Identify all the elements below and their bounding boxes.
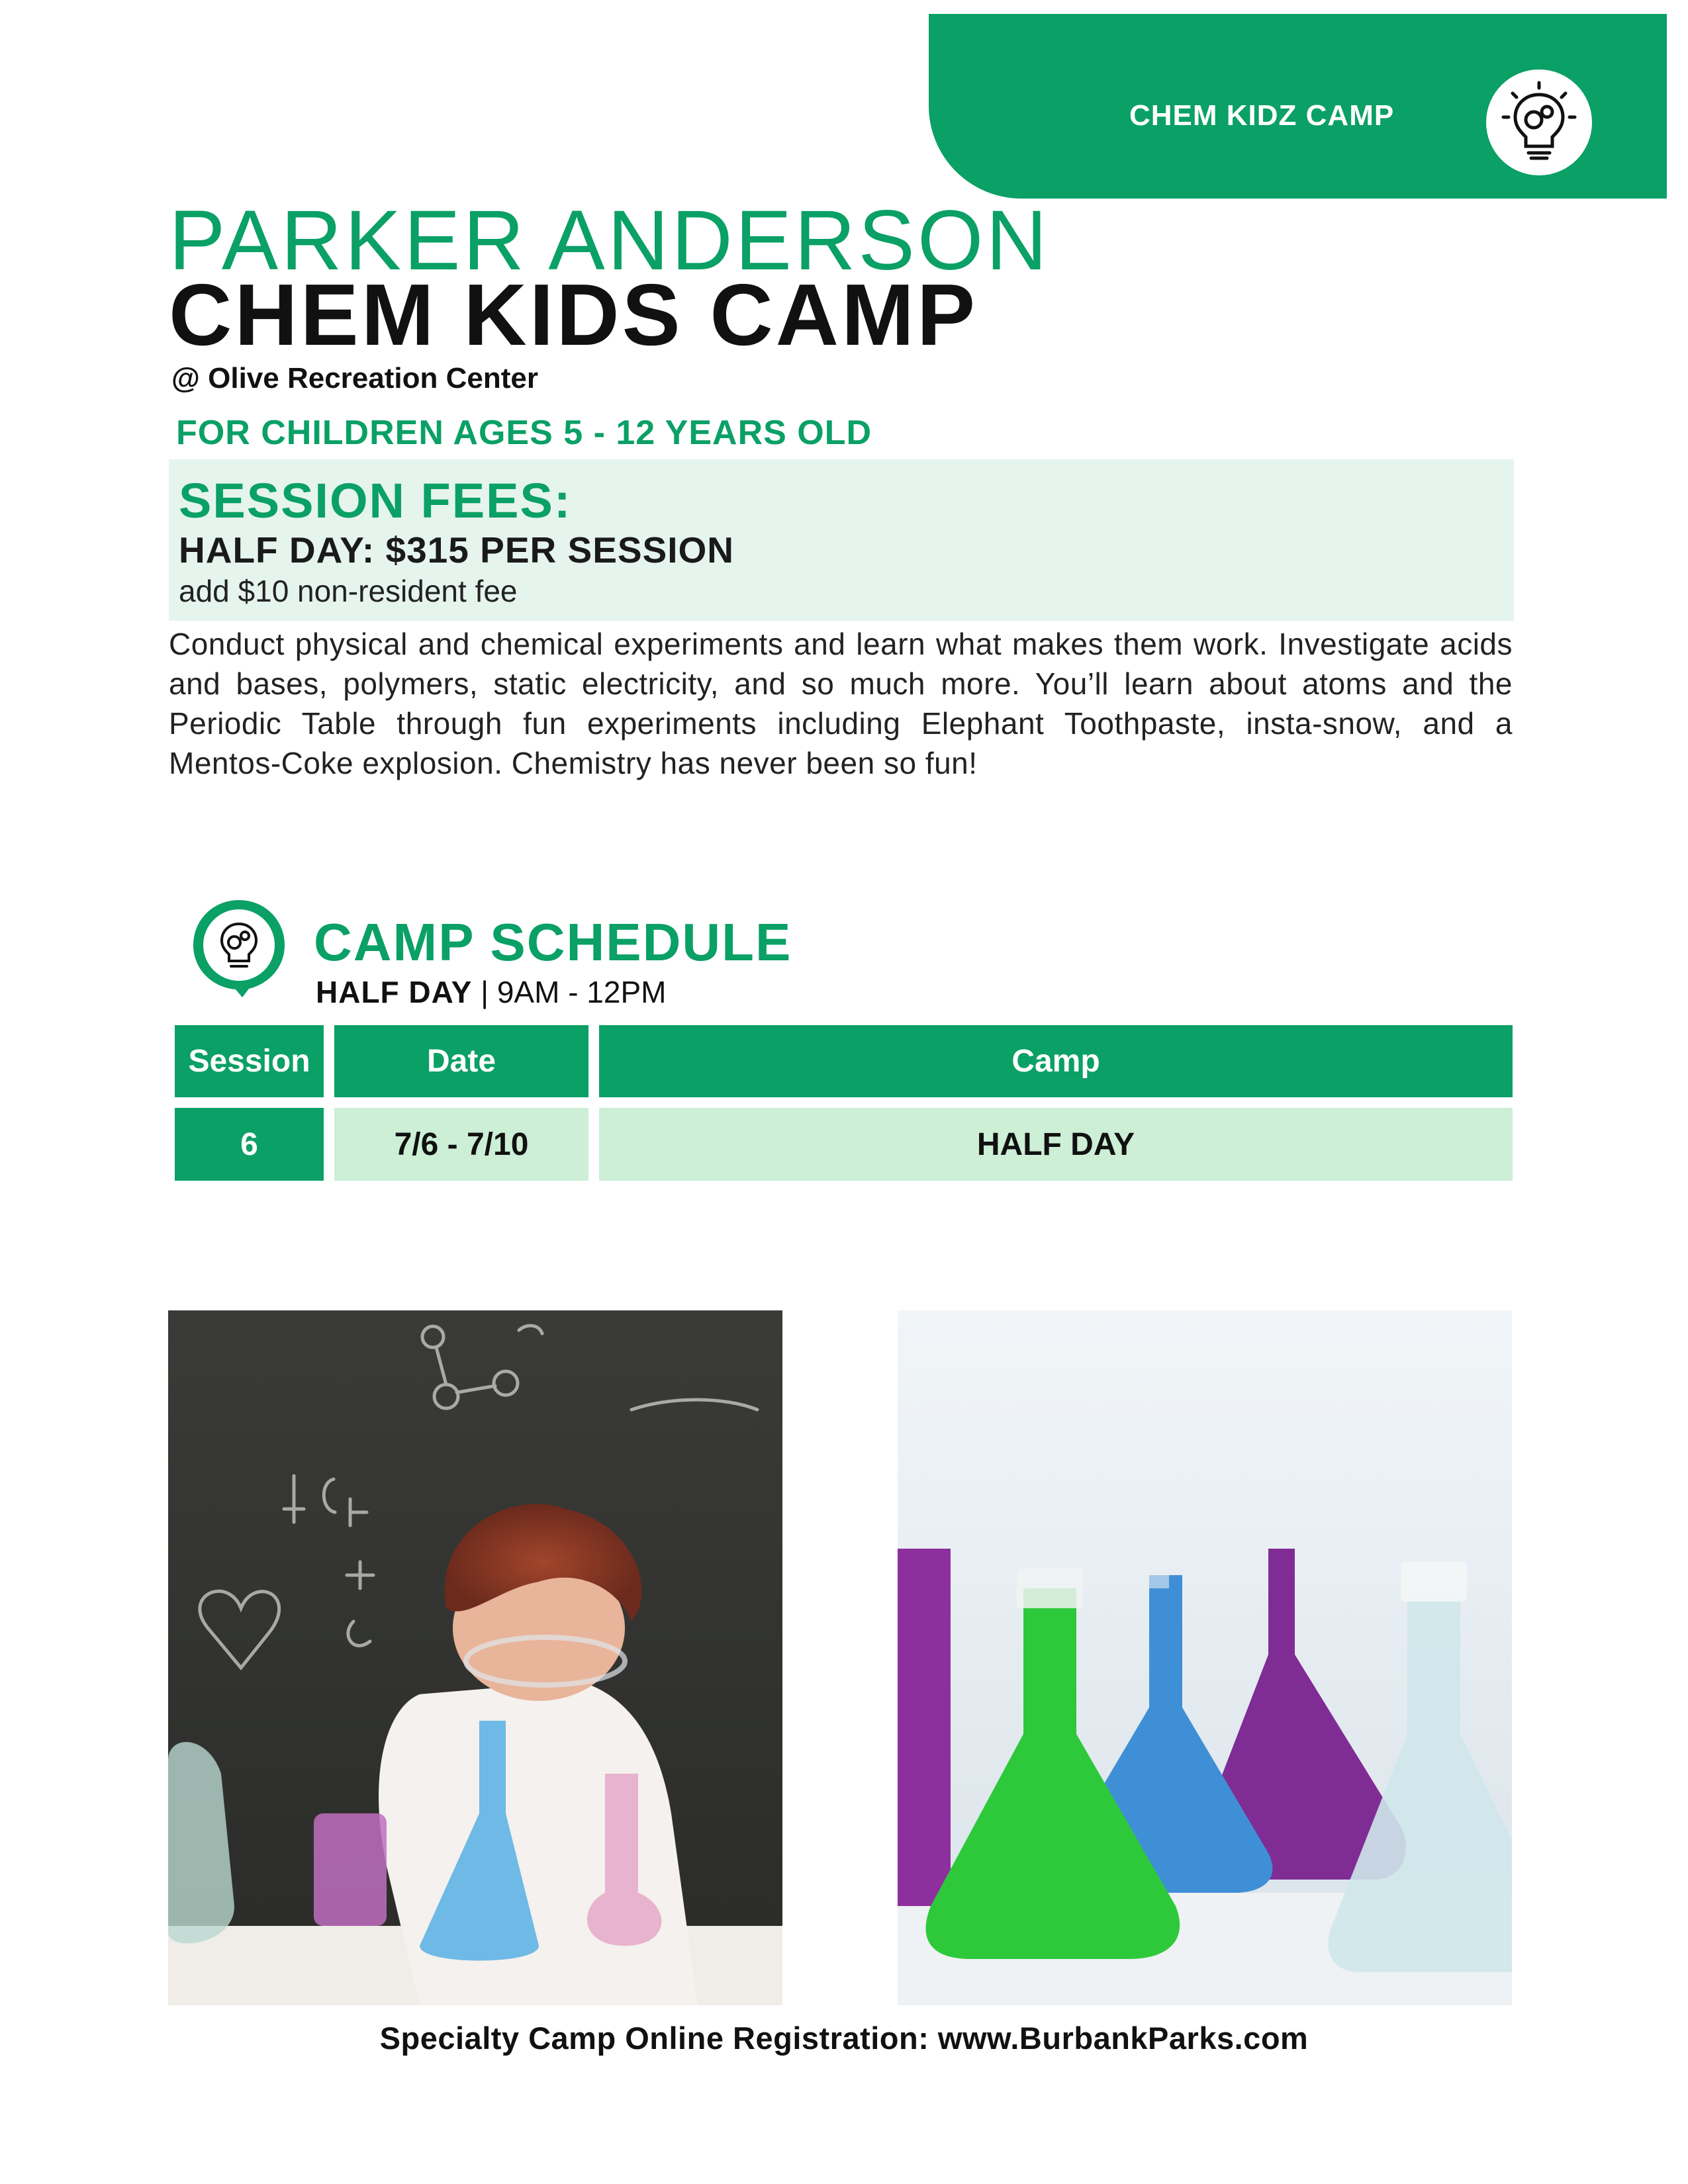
non-resident-fee-note: add $10 non-resident fee <box>179 574 518 608</box>
colored-flasks-photo <box>898 1310 1512 2005</box>
location-text: @ Olive Recreation Center <box>171 362 538 394</box>
half-day-fee: HALF DAY: $315 PER SESSION <box>179 529 735 570</box>
child-scientist-photo <box>168 1310 782 2005</box>
table-cell-camp: HALF DAY <box>599 1108 1513 1181</box>
schedule-sub-time: 9AM - 12PM <box>496 975 667 1009</box>
schedule-sub-label: HALF DAY <box>316 975 473 1009</box>
table-header-date: Date <box>334 1025 588 1097</box>
table-header-session: Session <box>175 1025 324 1097</box>
schedule-heading: CAMP SCHEDULE <box>314 913 792 972</box>
table-cell-session: 6 <box>175 1108 324 1181</box>
table-cell-date: 7/6 - 7/10 <box>334 1108 588 1181</box>
page-title: CHEM KIDS CAMP <box>169 266 978 363</box>
banner-label: CHEM KIDZ CAMP <box>1129 99 1395 132</box>
camp-description: Conduct physical and chemical experiments and learn what makes them work. Investigate acids and bases, polymers, static electricity, and so much more. You’ll learn about atoms and the Periodic Table through fun experiments including Elephant Toothpaste, insta-snow, and a Mentos-Coke explosion. Chemistry has never been so fun! <box>169 627 1513 780</box>
lightbulb-gears-icon <box>187 895 291 999</box>
session-fees-box <box>169 459 1514 621</box>
table-header-camp: Camp <box>599 1025 1513 1097</box>
title-name: PARKER ANDERSON <box>169 193 1050 288</box>
schedule-subtitle <box>316 974 666 1010</box>
footer-registration: Specialty Camp Online Registration: www.BurbankParks.com <box>379 2021 1309 2056</box>
lightbulb-gears-icon <box>1486 69 1592 175</box>
schedule-sub-separator: | <box>472 975 497 1009</box>
ages-text: FOR CHILDREN AGES 5 - 12 YEARS OLD <box>176 414 872 452</box>
fees-heading: SESSION FEES: <box>179 473 572 528</box>
